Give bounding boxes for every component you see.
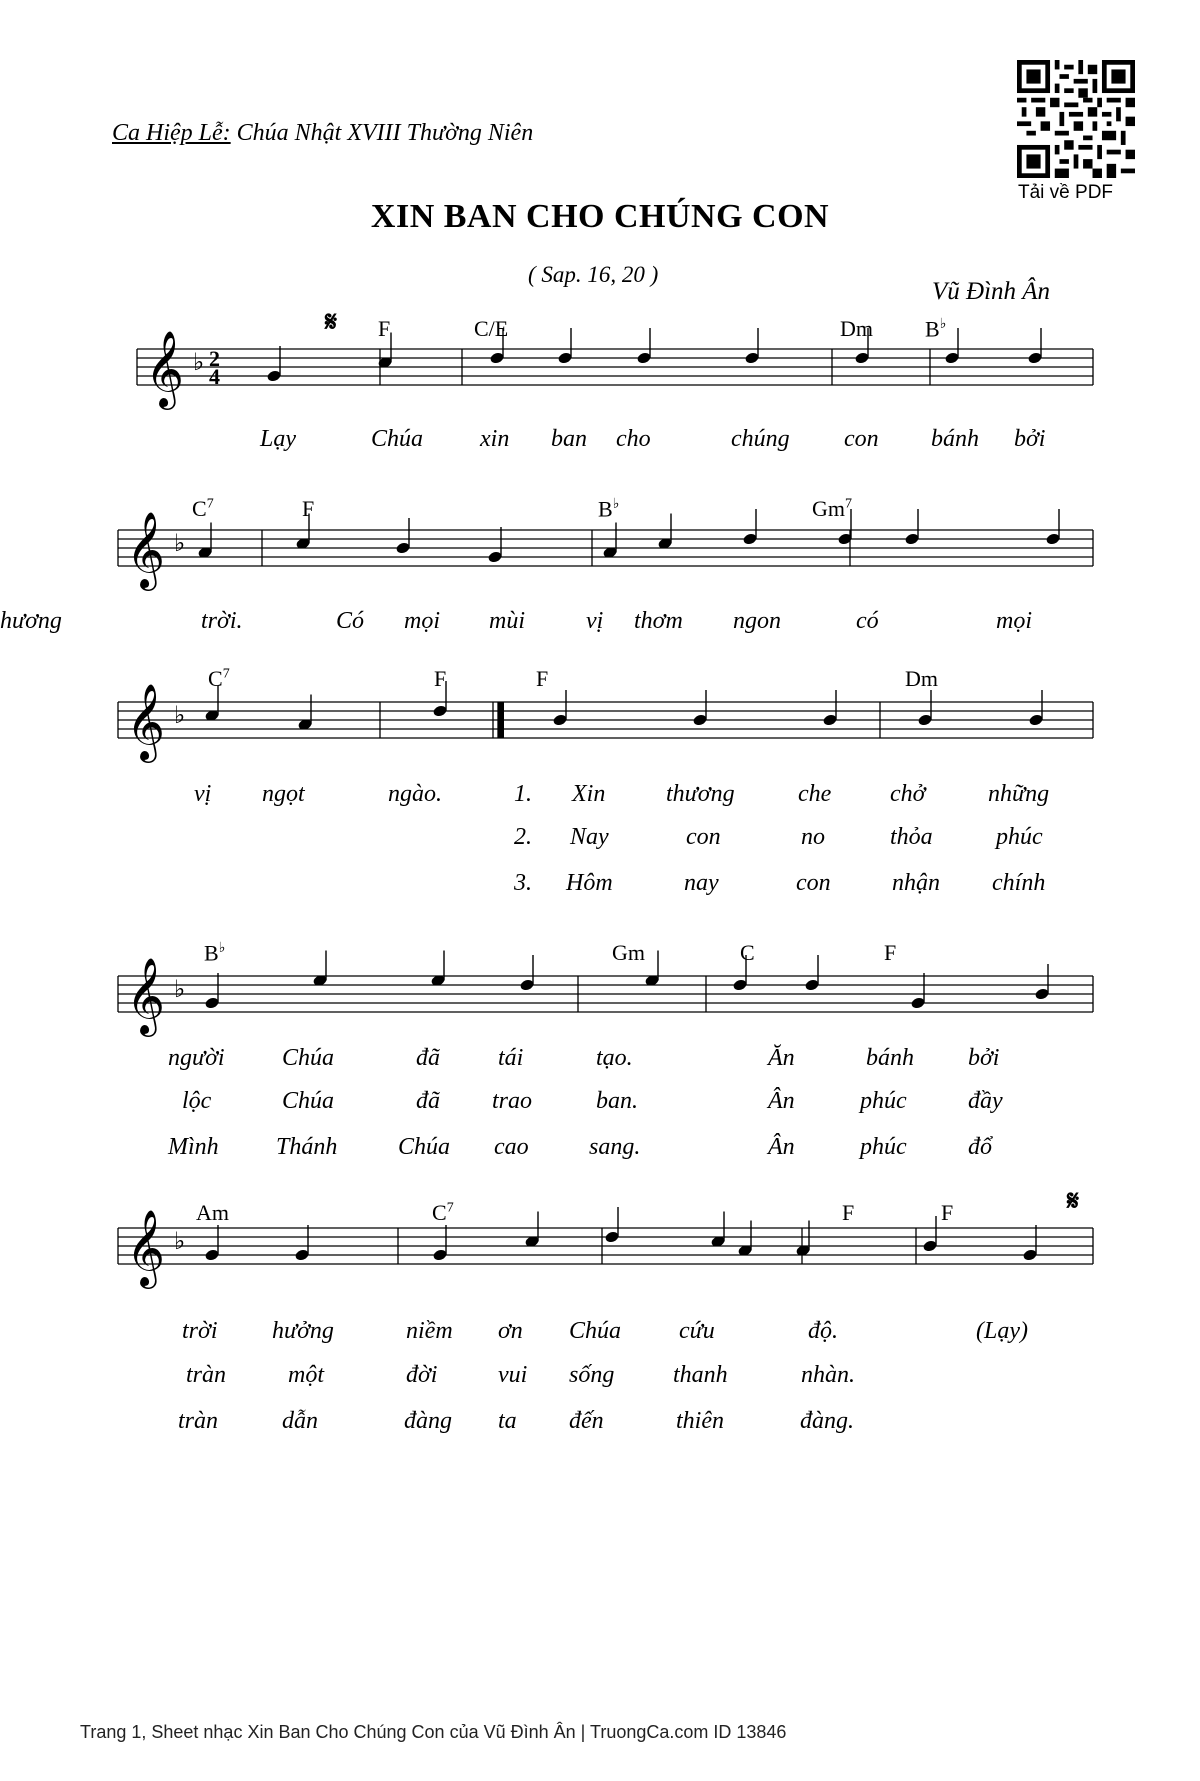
lyric-syllable: trao [492, 1088, 533, 1114]
lyric-syllable: ơn [498, 1318, 523, 1344]
lyric-syllable: thanh [673, 1362, 728, 1388]
lyric-syllable: con [686, 824, 721, 850]
lyric-syllable: tràn [178, 1408, 219, 1434]
lyric-syllable: bánh [931, 426, 979, 452]
lyric-syllable: Ân [768, 1134, 795, 1160]
lyric-syllable: cao [494, 1134, 529, 1160]
chord-symbol [208, 666, 230, 692]
chord-label: F [842, 1200, 855, 1225]
segno-icon: 𝄋 [1067, 1184, 1080, 1217]
lyric-syllable: chở [890, 781, 926, 807]
lyric-syllable: trời [182, 1318, 218, 1344]
lyric-syllable: cho [616, 426, 651, 452]
lyric-syllable: có [856, 608, 879, 634]
lyric-syllable: Chúa [282, 1045, 335, 1071]
lyric-syllable: mọi [996, 608, 1032, 634]
lyric-syllable: một [288, 1362, 324, 1388]
lyric-syllable: thỏa [890, 824, 933, 850]
lyric-syllable: phúc [860, 1134, 907, 1160]
key-signature-flat-icon: ♭ [174, 1227, 186, 1255]
lyric-syllable: sống [569, 1362, 615, 1388]
chord-label: C [432, 1200, 447, 1225]
chord-symbol [840, 316, 873, 342]
chord-label: Gm [812, 496, 845, 521]
lyric-syllable: Chúa [398, 1134, 451, 1160]
lyric-syllable: phúc [860, 1088, 907, 1114]
chord-extension: 7 [206, 496, 214, 512]
song-title: XIN BAN CHO CHÚNG CON [370, 198, 830, 235]
lyric-syllable: ban [551, 426, 587, 452]
lyric-syllable: thơm [634, 608, 683, 634]
chord-symbol [740, 940, 755, 966]
chord-symbol [474, 316, 508, 342]
lyric-syllable: nhàn. [801, 1362, 855, 1388]
lyric-syllable: những [988, 781, 1050, 807]
celebration-name: Chúa Nhật XVIII Thường Niên [236, 120, 534, 146]
lyric-syllable: độ. [808, 1318, 838, 1344]
treble-clef-icon: 𝄞 [126, 683, 166, 760]
lyric-syllable: ta [498, 1408, 517, 1434]
treble-clef-icon: 𝄞 [126, 1209, 166, 1286]
lyric-syllable: dẫn [282, 1408, 318, 1434]
lyric-syllable: mùi [489, 608, 525, 634]
music-staff [0, 916, 1200, 1036]
lyric-syllable: trời. [201, 608, 243, 634]
lyric-syllable: lộc [182, 1088, 212, 1114]
lyric-syllable: Có [336, 608, 365, 634]
lyric-syllable: vị [194, 781, 212, 807]
lyric-syllable: đầy [968, 1088, 1003, 1114]
lyric-syllable: vui [498, 1362, 528, 1388]
lyric-syllable: mọi [404, 608, 440, 634]
celebration-label: Ca Hiệp Lễ: [112, 120, 231, 146]
chord-label: F [884, 940, 897, 965]
lyric-syllable: cứu [679, 1318, 715, 1344]
lyric-syllable: 2. [514, 824, 532, 850]
lyric-syllable: con [796, 870, 831, 896]
lyric-syllable: Thánh [276, 1134, 338, 1160]
lyric-syllable: nhận [892, 870, 940, 896]
chord-symbol [196, 1200, 229, 1226]
lyric-syllable: bởi [968, 1045, 1000, 1071]
lyric-syllable: nay [684, 870, 719, 896]
chord-symbol [925, 316, 946, 342]
lyric-syllable: đã [416, 1088, 440, 1114]
scripture-reference: ( Sap. 16, 20 ) [528, 262, 659, 287]
lyric-syllable: tạo. [596, 1045, 633, 1071]
treble-clef-icon: 𝄞 [145, 330, 185, 407]
lyric-syllable: ngọt [262, 781, 305, 807]
key-signature-flat-icon: ♭ [174, 975, 186, 1003]
lyric-syllable: Ăn [768, 1045, 795, 1071]
chord-symbol [884, 940, 896, 966]
music-staff [0, 289, 1200, 409]
lyric-syllable: con [844, 426, 879, 452]
chord-symbol [812, 496, 852, 522]
chord-label: F [378, 316, 391, 341]
chord-accidental: ♭ [218, 941, 226, 956]
chord-extension: 7 [845, 496, 852, 512]
lyric-syllable: bởi [1014, 426, 1046, 452]
chord-symbol [612, 940, 645, 966]
chord-label: B [925, 316, 940, 342]
chord-symbol [536, 666, 548, 692]
chord-symbol [378, 316, 390, 342]
lyric-syllable: ngon [733, 608, 781, 634]
lyric-syllable: thương [666, 781, 735, 807]
music-staff [0, 470, 1200, 590]
lyric-syllable: niềm [406, 1318, 453, 1344]
lyric-syllable: ban. [596, 1088, 638, 1114]
treble-clef-icon: 𝄞 [126, 957, 166, 1034]
lyric-syllable: che [798, 781, 832, 807]
lyric-syllable: hưởng [272, 1318, 334, 1344]
celebration-line [112, 120, 533, 147]
lyric-syllable: xin [480, 426, 510, 452]
chord-symbol [192, 496, 214, 522]
chord-label: Am [196, 1200, 229, 1225]
lyric-syllable: Lạy [260, 426, 296, 452]
chord-label: Dm [905, 666, 938, 691]
lyric-syllable: Chúa [282, 1088, 335, 1114]
chord-label: F [302, 496, 315, 521]
qr-code-icon[interactable] [1017, 60, 1135, 178]
lyric-syllable: ngào. [388, 781, 442, 807]
lyric-syllable: đời [406, 1362, 438, 1388]
lyric-syllable: tái [498, 1045, 524, 1071]
lyric-syllable: chính [992, 870, 1046, 896]
lyric-syllable: tràn [186, 1362, 227, 1388]
lyric-syllable: (Lạy) [976, 1318, 1028, 1344]
chord-symbol [941, 1200, 953, 1226]
treble-clef-icon: 𝄞 [126, 511, 166, 588]
key-signature-flat-icon: ♭ [174, 529, 186, 557]
lyric-syllable: 3. [514, 870, 532, 896]
chord-label: F [536, 666, 549, 691]
chord-accidental: ♭ [939, 317, 947, 332]
chord-label: C/E [474, 316, 509, 341]
lyric-syllable: Chúa [569, 1318, 622, 1344]
lyric-syllable: sang. [589, 1134, 641, 1160]
lyric-syllable: Chúa [371, 426, 424, 452]
chord-symbol [842, 1200, 854, 1226]
lyric-syllable: đổ [968, 1134, 992, 1160]
chord-label: F [434, 666, 447, 691]
key-signature-flat-icon: ♭ [193, 348, 205, 376]
chord-label: Gm [612, 940, 645, 965]
lyric-syllable: Xin [572, 781, 606, 807]
time-signature-bottom: 4 [209, 364, 220, 389]
segno-icon: 𝄋 [325, 305, 338, 338]
chord-label: C [192, 496, 207, 521]
chord-extension: 7 [446, 1200, 454, 1216]
lyric-syllable: người [168, 1045, 225, 1071]
time-signature-top: 2 [209, 346, 220, 371]
chord-accidental: ♭ [612, 497, 620, 512]
lyric-syllable: Mình [168, 1134, 219, 1160]
lyric-syllable: thiên [676, 1408, 724, 1434]
music-staff [0, 1168, 1200, 1288]
lyric-syllable: 1. [514, 781, 532, 807]
lyric-syllable: đàng [404, 1408, 452, 1434]
thick-barline [498, 702, 504, 738]
lyric-syllable: Nay [570, 824, 609, 850]
chord-symbol [905, 666, 938, 692]
chord-symbol [432, 1200, 454, 1226]
chord-label: Dm [840, 316, 873, 341]
chord-symbol [302, 496, 314, 522]
chord-symbol [434, 666, 446, 692]
lyric-syllable: đàng. [800, 1408, 854, 1434]
qr-caption[interactable]: Tải về PDF [1018, 182, 1114, 203]
chord-label: F [941, 1200, 954, 1225]
chord-label: B [204, 940, 219, 966]
lyric-syllable: bánh [866, 1045, 914, 1071]
key-signature-flat-icon: ♭ [174, 701, 186, 729]
page-footer: Trang 1, Sheet nhạc Xin Ban Cho Chúng Con của Vũ Đình Ân | TruongCa.com ID 13846 [80, 1722, 787, 1742]
lyric-syllable: hương [0, 608, 62, 634]
chord-symbol [598, 496, 619, 522]
lyric-syllable: Hôm [566, 870, 613, 896]
music-staff [0, 642, 1200, 762]
lyric-syllable: đến [569, 1408, 604, 1434]
chord-label: B [598, 496, 613, 522]
lyric-syllable: Ân [768, 1088, 795, 1114]
chord-extension: 7 [222, 666, 230, 682]
lyric-syllable: vị [586, 608, 604, 634]
chord-label: C [208, 666, 223, 691]
composer-name: Vũ Đình Ân [932, 278, 1051, 305]
chord-symbol [204, 940, 225, 966]
lyric-syllable: đã [416, 1045, 440, 1071]
chord-label: C [740, 940, 755, 965]
lyric-syllable: chúng [731, 426, 790, 452]
lyric-syllable: phúc [996, 824, 1043, 850]
lyric-syllable: no [801, 824, 825, 850]
